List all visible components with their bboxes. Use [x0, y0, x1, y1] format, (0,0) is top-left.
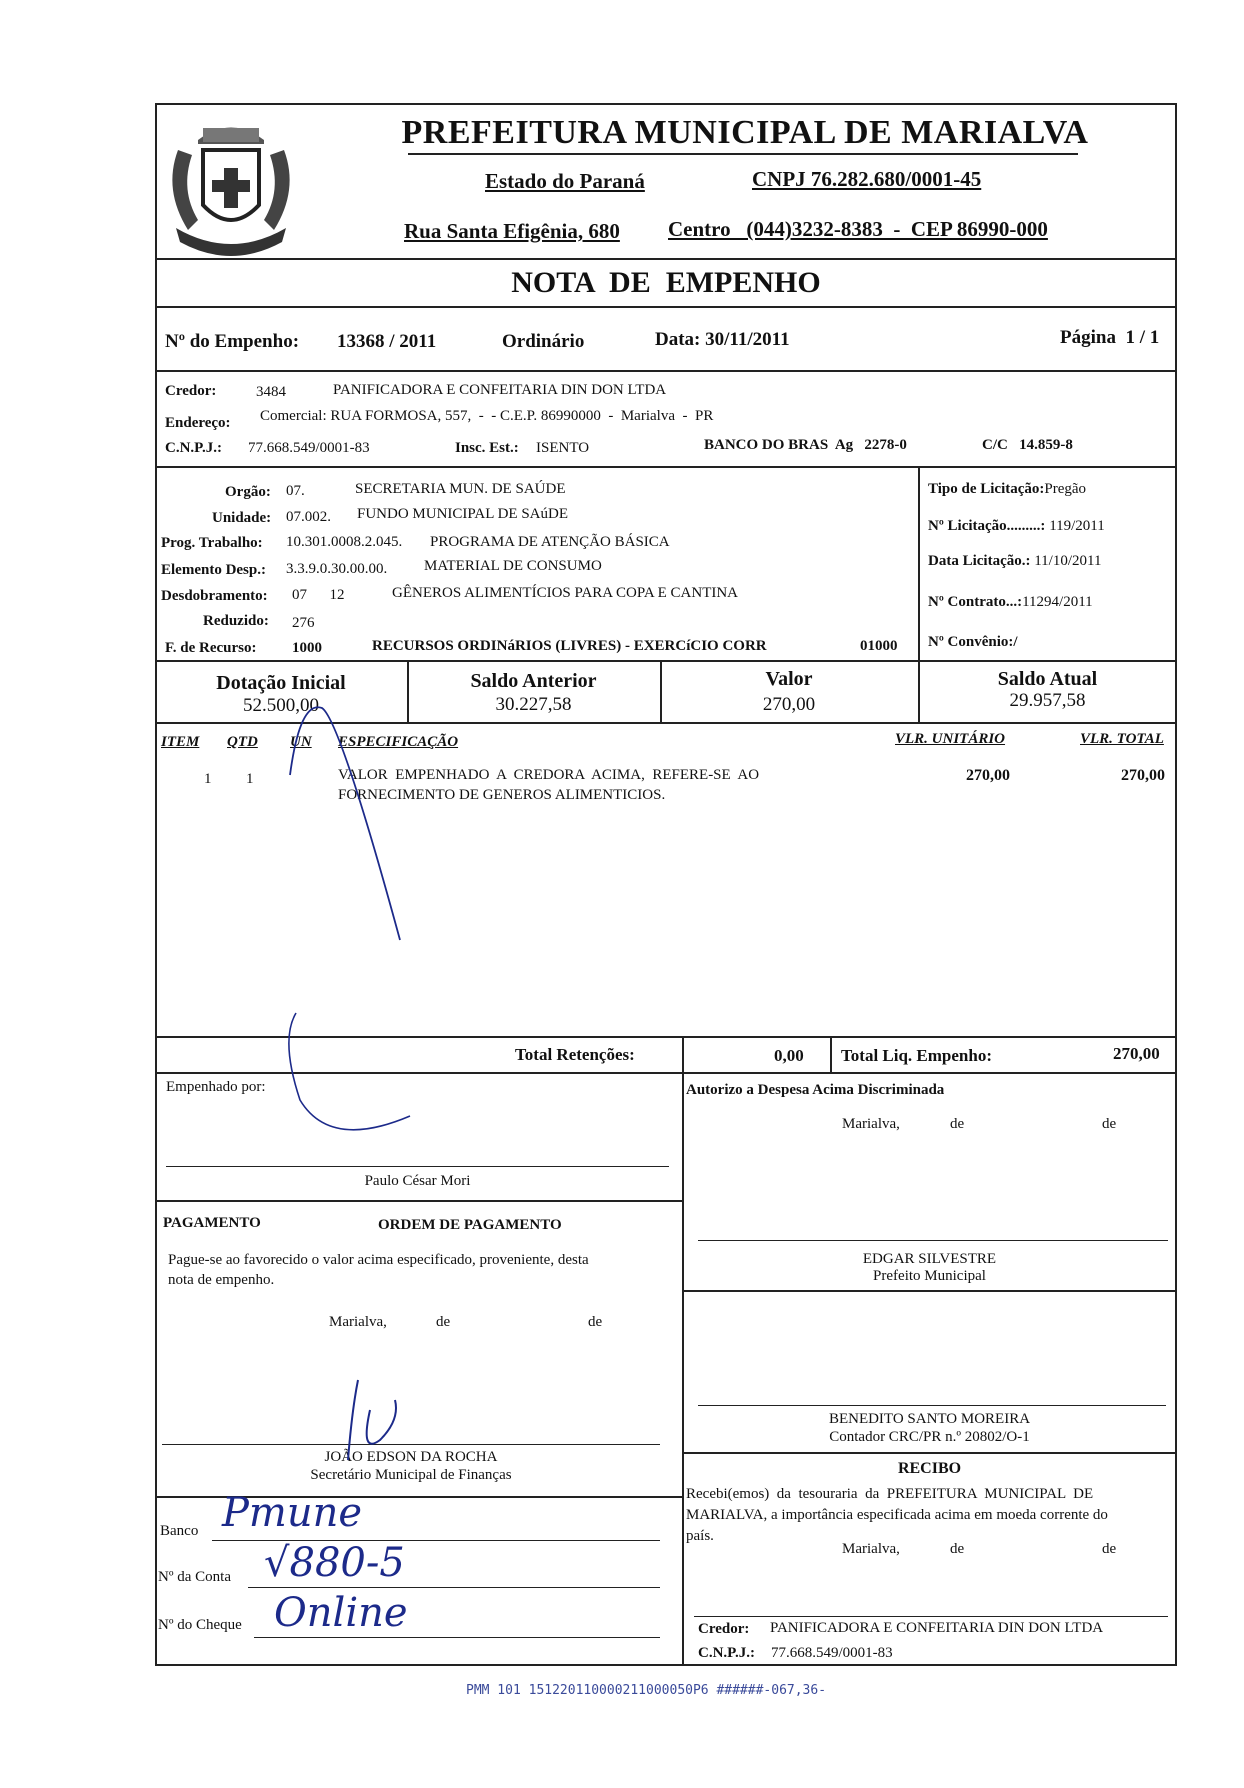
bank-account: C/C 14.859-8	[982, 437, 1073, 453]
valor-label: Valor	[765, 668, 813, 690]
recibo-text-line3: país.	[686, 1528, 714, 1544]
data-licitacao-value: 11/10/2011	[1034, 553, 1102, 569]
reduzido-value: 276	[292, 615, 315, 631]
recibo-cnpj-label: C.N.P.J.:	[698, 1645, 755, 1661]
cnpj-label: CNPJ 76.282.680/0001-45	[752, 167, 982, 191]
pagamento-text-line2: nota de empenho.	[168, 1272, 275, 1288]
conta-line	[248, 1587, 660, 1588]
numero-licitacao-label: Nº Licitação.........:	[928, 518, 1046, 534]
divider	[682, 1036, 684, 1666]
page-number: Página 1 / 1	[1060, 327, 1160, 348]
saldo-atual-value: 29.957,58	[1009, 690, 1086, 711]
pagamento-date-de: de	[588, 1314, 603, 1330]
tipo-licitacao	[928, 481, 1086, 498]
coat-of-arms-logo	[158, 110, 304, 262]
desdobramento-label: Desdobramento:	[161, 588, 268, 604]
tipo-licitacao-label: Tipo de Licitação:	[928, 481, 1045, 497]
banco-label: Banco	[160, 1523, 199, 1539]
empenho-number: 13368 / 2011	[337, 331, 437, 352]
total-liquido-value: 270,00	[1113, 1044, 1160, 1063]
recibo-place: Marialva,	[842, 1541, 900, 1557]
cheque-handwritten: Online	[274, 1590, 408, 1636]
numero-contrato	[928, 594, 1093, 611]
item-description-line2: FORNECIMENTO DE GENEROS ALIMENTICIOS.	[338, 787, 666, 803]
banco-handwritten: Pmune	[222, 1490, 363, 1536]
pagamento-text-line1: Pague-se ao favorecido o valor acima especificado, proveniente, desta	[168, 1252, 589, 1268]
pagamento-label: PAGAMENTO	[163, 1215, 261, 1231]
divider	[155, 660, 1177, 662]
prog-code: 10.301.0008.2.045.	[286, 534, 403, 550]
total-retencoes-label: Total Retenções:	[515, 1045, 635, 1064]
divider	[155, 1072, 1177, 1074]
desdobramento-code: 07 12	[292, 587, 345, 603]
saldo-anterior-label: Saldo Anterior	[470, 670, 597, 692]
tipo-licitacao-value: Pregão	[1044, 481, 1087, 497]
conta-label: Nº da Conta	[158, 1569, 231, 1585]
orgao-label: Orgão:	[225, 484, 271, 500]
recibo-credor-name: PANIFICADORA E CONFEITARIA DIN DON LTDA	[770, 1620, 1104, 1636]
recurso-label: F. de Recurso:	[165, 640, 257, 656]
signature-line	[698, 1240, 1168, 1241]
elemento-label: Elemento Desp.:	[161, 562, 266, 578]
recibo-date-de: de	[950, 1541, 965, 1557]
state-label: Estado do Paraná	[485, 169, 645, 193]
elemento-value: MATERIAL DE CONSUMO	[424, 558, 602, 574]
pagamento-date-de: de	[436, 1314, 451, 1330]
item-quantity: 1	[246, 771, 254, 787]
cheque-line	[254, 1637, 660, 1638]
secretary-name: JOÃO EDSON DA ROCHA	[324, 1449, 498, 1465]
prog-label: Prog. Trabalho:	[161, 535, 263, 551]
numero-licitacao	[928, 518, 1105, 535]
prog-value: PROGRAMA DE ATENÇÃO BÁSICA	[430, 534, 670, 550]
empenho-number-label: Nº do Empenho:	[165, 331, 300, 352]
recibo-label: RECIBO	[897, 1460, 962, 1477]
title-underline	[408, 153, 1078, 155]
mayor-name: EDGAR SILVESTRE	[862, 1251, 997, 1267]
credor-address: Comercial: RUA FORMOSA, 557, - - C.E.P. 86990000 - Marialva - PR	[260, 408, 714, 424]
credor-cnpj: 77.668.549/0001-83	[248, 440, 370, 456]
saldo-atual-label: Saldo Atual	[997, 668, 1098, 690]
total-liquido-label: Total Liq. Empenho:	[841, 1046, 992, 1065]
data-licitacao	[928, 553, 1101, 570]
divider	[682, 1290, 1177, 1292]
valor-value: 270,00	[762, 694, 816, 715]
address-street: Rua Santa Efigênia, 680	[404, 219, 620, 243]
column-header-vlr-total: VLR. TOTAL	[1080, 731, 1164, 747]
numero-convenio: Nº Convênio:/	[928, 634, 1018, 650]
column-header-item: ITEM	[161, 734, 200, 750]
dotacao-inicial-value: 52.500,00	[243, 695, 319, 716]
divider	[155, 722, 1177, 724]
empenho-type: Ordinário	[502, 331, 585, 352]
insc-label: Insc. Est.:	[455, 440, 519, 456]
divider	[155, 466, 1177, 468]
recibo-cnpj-value: 77.668.549/0001-83	[771, 1645, 893, 1661]
column-header-un: UN	[290, 734, 312, 750]
total-retencoes-value: 0,00	[774, 1046, 804, 1065]
unidade-label: Unidade:	[212, 510, 272, 526]
empenhado-por-name: Paulo César Mori	[364, 1173, 471, 1189]
bank-info: BANCO DO BRAS Ag 2278-0	[704, 437, 907, 453]
divider	[830, 1036, 832, 1072]
column-header-qtd: QTD	[227, 734, 258, 750]
empenho-date: Data: 30/11/2011	[655, 329, 790, 350]
signature-line	[694, 1616, 1168, 1617]
signature-line	[162, 1444, 660, 1445]
column-header-especificacao: ESPECIFICAÇÃO	[338, 734, 459, 750]
orgao-code: 07.	[286, 483, 305, 499]
unidade-value: FUNDO MUNICIPAL DE SAúDE	[357, 506, 568, 522]
divider	[155, 258, 1177, 260]
cheque-label: Nº do Cheque	[158, 1617, 242, 1633]
recibo-date-de: de	[1102, 1541, 1117, 1557]
conta-handwritten: √880-5	[264, 1540, 405, 1586]
item-unit-value: 270,00	[966, 767, 1010, 784]
address-contact: Centro (044)3232-8383 - CEP 86990-000	[668, 217, 1048, 241]
saldo-anterior-value: 30.227,58	[495, 694, 572, 715]
divider	[155, 370, 1177, 372]
item-number: 1	[204, 771, 212, 787]
page-title: PREFEITURA MUNICIPAL DE MARIALVA	[401, 114, 1089, 151]
autorizo-date-de: de	[1102, 1116, 1117, 1132]
recibo-text-line2: MARIALVA, a importância especificada acima em moeda corrente do	[686, 1507, 1108, 1523]
divider	[682, 1452, 1177, 1454]
desdobramento-value: GÊNEROS ALIMENTÍCIOS PARA COPA E CANTINA	[392, 585, 739, 601]
signature-line	[166, 1166, 669, 1167]
column-header-vlr-unitario: VLR. UNITÁRIO	[895, 731, 1006, 747]
recurso-value: RECURSOS ORDINáRIOS (LIVRES) - EXERCíCIO CORR	[372, 638, 767, 654]
data-licitacao-label: Data Licitação.:	[928, 553, 1031, 569]
reduzido-label: Reduzido:	[203, 613, 269, 629]
document-title: NOTA DE EMPENHO	[511, 266, 821, 299]
ordem-pagamento-label: ORDEM DE PAGAMENTO	[378, 1217, 562, 1233]
accountant-name: BENEDITO SANTO MOREIRA	[828, 1411, 1031, 1427]
mayor-title: Prefeito Municipal	[873, 1268, 986, 1284]
elemento-code: 3.3.9.0.30.00.00.	[286, 561, 388, 577]
autorizo-label: Autorizo a Despesa Acima Discriminada	[686, 1082, 945, 1098]
orgao-value: SECRETARIA MUN. DE SAÚDE	[355, 481, 566, 497]
endereco-label: Endereço:	[165, 415, 231, 431]
cnpj-field-label: C.N.P.J.:	[165, 440, 222, 456]
recibo-text-line1: Recebi(emos) da tesouraria da PREFEITURA MUNICIPAL DE	[686, 1486, 1094, 1502]
unidade-code: 07.002.	[286, 509, 331, 525]
empenhado-por-label: Empenhado por:	[166, 1079, 266, 1095]
credor-label: Credor:	[165, 383, 217, 399]
credor-code: 3484	[256, 384, 286, 400]
accountant-title: Contador CRC/PR n.º 20802/O-1	[829, 1429, 1030, 1445]
recibo-credor-label: Credor:	[698, 1621, 750, 1637]
item-total-value: 270,00	[1121, 767, 1165, 784]
autorizo-date-de: de	[950, 1116, 965, 1132]
numero-contrato-value: 11294/2011	[1022, 594, 1093, 610]
dotacao-inicial-label: Dotação Inicial	[216, 672, 346, 694]
credor-name: PANIFICADORA E CONFEITARIA DIN DON LTDA	[333, 382, 667, 398]
signature-line	[698, 1405, 1166, 1406]
recurso-number: 01000	[860, 638, 898, 654]
divider	[918, 466, 920, 660]
numero-licitacao-value: 119/2011	[1049, 518, 1105, 534]
pagamento-place: Marialva,	[329, 1314, 387, 1330]
numero-contrato-label: Nº Contrato...:	[928, 594, 1023, 610]
divider	[155, 306, 1177, 308]
recurso-code: 1000	[292, 640, 322, 656]
divider	[155, 1200, 682, 1202]
item-description-line1: VALOR EMPENHADO A CREDORA ACIMA, REFERE-SE AO	[338, 767, 760, 783]
insc-value: ISENTO	[536, 440, 590, 456]
secretary-title: Secretário Municipal de Finanças	[310, 1467, 512, 1483]
footer-code: PMM 101 151220110000211000050P6 ######-067,36-	[466, 1683, 827, 1698]
autorizo-place: Marialva,	[842, 1116, 900, 1132]
divider	[155, 1036, 1177, 1038]
